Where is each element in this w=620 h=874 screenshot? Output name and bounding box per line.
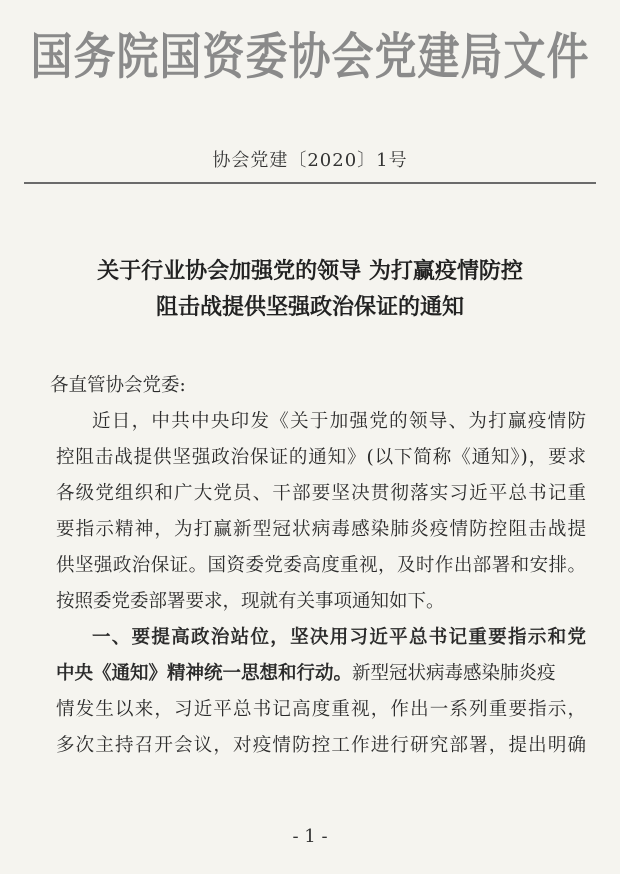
paragraph-1-line-2: 控阻击战提供坚强政治保证的通知》(以下简称《通知》)，要求 <box>56 447 586 468</box>
paragraph-1-line-6: 按照委党委部署要求，现就有关事项通知如下。 <box>56 591 445 612</box>
paragraph-1-line-5: 供坚强政治保证。国资委党委高度重视，及时作出部署和安排。 <box>56 555 586 576</box>
paragraph-2-heading-line-2: 中央《通知》精神统一思想和行动。 <box>56 663 353 684</box>
paragraph-1-line-4: 要指示精神，为打赢新型冠状病毒感染肺炎疫情防控阻击战提 <box>56 519 586 540</box>
paragraph-2-line-2-rest: 新型冠状病毒感染肺炎疫 <box>352 663 556 684</box>
page-number: - 1 - <box>292 826 328 847</box>
paragraph-2-line-2 <box>56 662 556 686</box>
notice-title-line-2: 阻击战提供坚强政治保证的通知 <box>155 295 464 320</box>
paragraph-1-line-3: 各级党组织和广大党员、干部要坚决贯彻落实习近平总书记重 <box>56 483 586 504</box>
header-divider <box>24 182 596 184</box>
paragraph-1-line-1: 近日，中共中央印发《关于加强党的领导、为打赢疫情防 <box>92 411 586 432</box>
paragraph-2-line-4: 多次主持召开会议，对疫情防控工作进行研究部署，提出明确 <box>56 735 586 756</box>
salutation: 各直管协会党委: <box>50 375 186 396</box>
document-number: 协会党建〔2020〕1号 <box>212 150 408 171</box>
paragraph-2-line-3: 情发生以来，习近平总书记高度重视，作出一系列重要指示， <box>56 699 586 720</box>
masthead-title: 国务院国资委协会党建局文件 <box>30 27 590 86</box>
notice-title-line-1: 关于行业协会加强党的领导 为打赢疫情防控 <box>97 259 523 284</box>
paragraph-2-heading-line-1: 一、要提高政治站位，坚决用习近平总书记重要指示和党 <box>92 627 586 648</box>
